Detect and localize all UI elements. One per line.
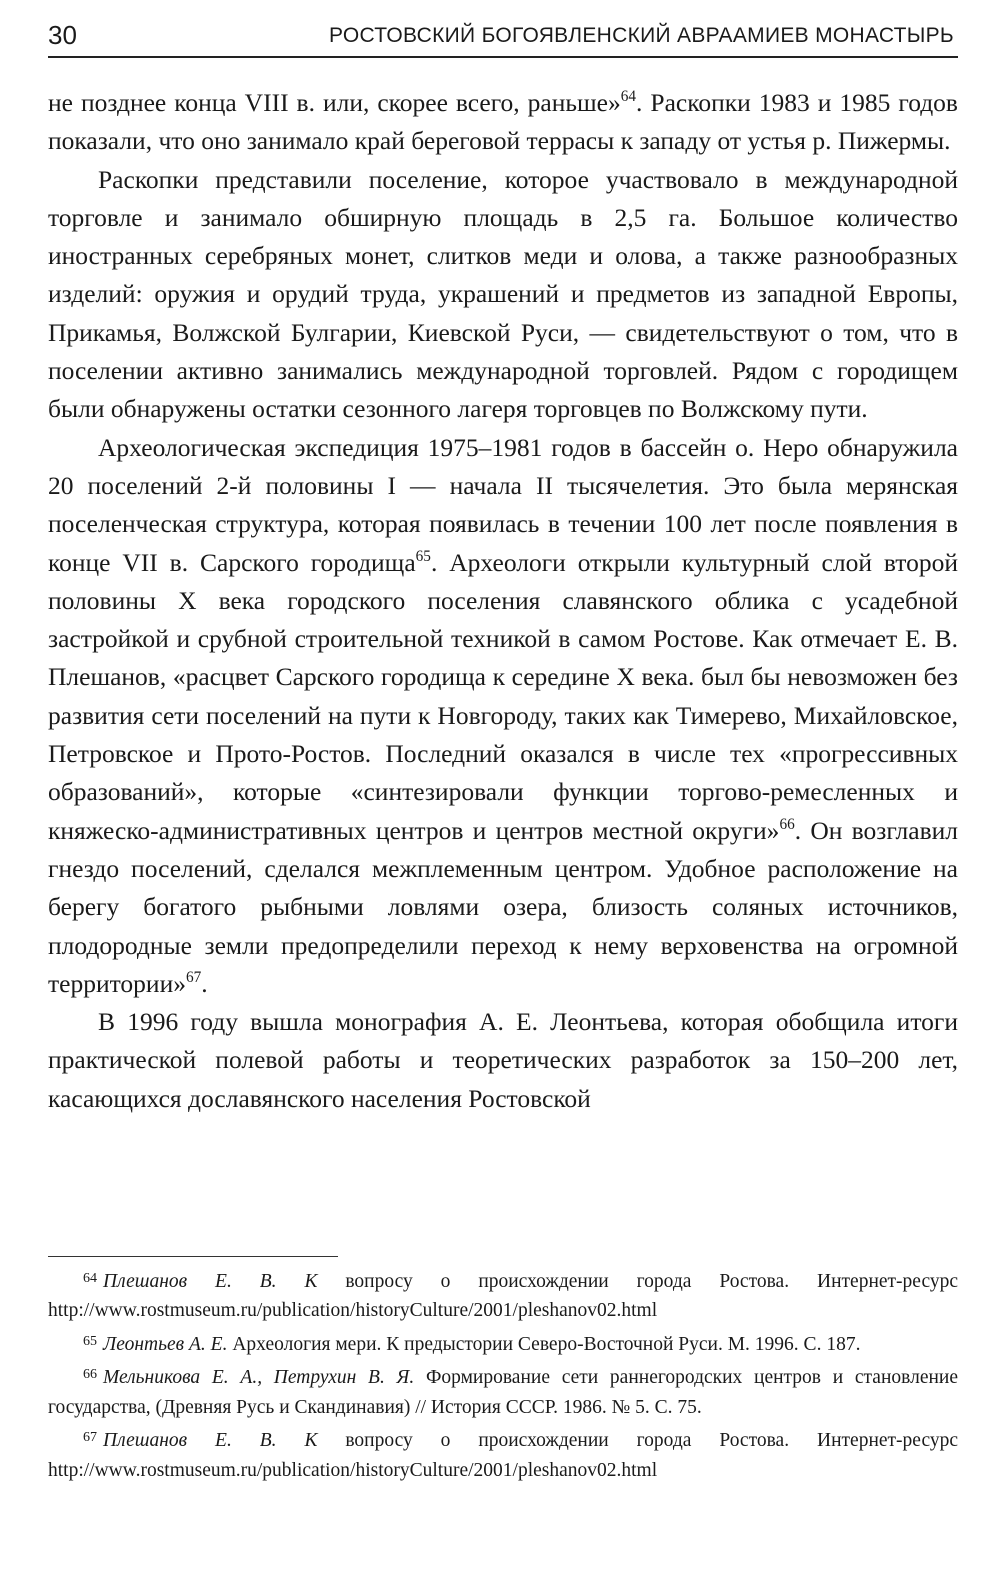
paragraph-text: не позднее конца VIII в. или, скорее всего, раньше» xyxy=(48,88,621,117)
paragraph-1 xyxy=(48,84,958,161)
paragraph-text: . Он возглавил гнездо поселений, сделался межплеменным центром. Удобное расположение на берегу богатого рыбными ловлями озера, близость соляных источников, плодородные земли предопределили переход к нему верховенства на огромной территории» xyxy=(48,815,958,998)
footnotes xyxy=(48,1264,958,1486)
footnote-number: 66 xyxy=(83,1366,98,1383)
paragraph-text: . Раскопки 1983 и 1985 годов показали, что оно занимало край береговой террасы к западу от устья р. Пижермы. xyxy=(48,88,958,156)
page-header xyxy=(48,16,958,58)
footnote-ref: 64 xyxy=(620,88,637,106)
paragraph-4 xyxy=(48,1003,958,1118)
main-text xyxy=(48,84,958,1118)
paragraph-text: . Археологи открыли культурный слой второй половины X века городского поселения славянского облика с усадебной застройкой и срубной строительной техникой в самом Ростове. Как отмечает Е. В. Плешанов, «расцвет Сарского городища к середине X века. был бы невозможен без развития сети поселений на пути к Новгороду, таких как Тимерево, Михайловское, Петровское и Прото-Ростов. Последний оказался в числе тех «прогрессивных образований», которые «синтезировали функции торгово-ремесленных и княжеско-административных центров и центров местной округи» xyxy=(48,547,959,845)
footnote-text: Формирование сети раннегородских центров и становление государства, (Древняя Русь и Скандинавия) // История СССР. 1986. № 5. С. 75. xyxy=(48,1367,959,1418)
footnote-text: Археология мери. К предыстории Северо-Восточной Руси. М. 1996. С. 187. xyxy=(227,1333,861,1355)
paragraph-text: . xyxy=(201,968,208,998)
footnote-divider xyxy=(48,1256,338,1257)
footnote-author: Плешанов Е. В. К xyxy=(103,1430,318,1452)
paragraph-text: В 1996 году вышла монография А. Е. Леонтьева, которая обобщила итоги практической полевой работы и теоретических разработок за 150–200 лет, касающихся дославянского населения Ростовской xyxy=(48,1007,958,1113)
footnote-text: вопросу о происхождении города Ростова. Интернет-ресурс http://www.rostmuseum.ru/publication/historyCulture/2001/pleshanov02.html xyxy=(48,1430,958,1481)
footnote-number: 67 xyxy=(83,1429,98,1446)
paragraph-text: Раскопки представили поселение, которое участвовало в международной торговле и занимало обширную площадь в 2,5 га. Большое количество иностранных серебряных монет, слитков меди и олова, а также разнообразных изделий: оружия и орудий труда, украшений и предметов из западной Европы, Прикамья, Волжской Булгарии, Киевской Руси, — свидетельствуют о том, что в поселении активно занимались международной торговлей. Рядом с городищем были обнаружены остатки сезонного лагеря торговцев по Волжскому пути. xyxy=(48,164,958,424)
footnote-ref: 67 xyxy=(185,968,202,986)
footnote-number: 65 xyxy=(83,1332,98,1349)
footnote-author: Плешанов Е. В. К xyxy=(103,1270,318,1292)
paragraph-3 xyxy=(48,429,958,1003)
footnote-67 xyxy=(48,1423,958,1485)
paragraph-text: Археологическая экспедиция 1975–1981 годов в бассейн о. Неро обнаружила 20 поселений 2-й половины I — начала II тысячелетия. Это была мерянская поселенческая структура, которая появилась в течении 100 лет после появления в конце VII в. Сарского городища xyxy=(48,432,958,577)
footnote-ref: 65 xyxy=(415,547,431,565)
running-title: РОСТОВСКИЙ БОГОЯВЛЕНСКИЙ АВРААМИЕВ МОНАСТЫРЬ xyxy=(328,24,954,47)
footnote-number: 64 xyxy=(83,1270,98,1286)
footnote-66 xyxy=(48,1360,958,1422)
footnote-author: Леонтьев А. Е. xyxy=(103,1333,228,1355)
page-number: 30 xyxy=(48,20,77,50)
footnote-65 xyxy=(48,1327,958,1359)
footnote-64 xyxy=(48,1264,958,1326)
footnote-ref: 66 xyxy=(779,815,795,833)
paragraph-2 xyxy=(48,161,958,429)
footnote-author: Мельникова Е. А., Петрухин В. Я. xyxy=(103,1367,415,1389)
footnote-text: вопросу о происхождении города Ростова. Интернет-ресурс http://www.rostmuseum.ru/publication/historyCulture/2001/pleshanov02.html xyxy=(48,1270,958,1322)
